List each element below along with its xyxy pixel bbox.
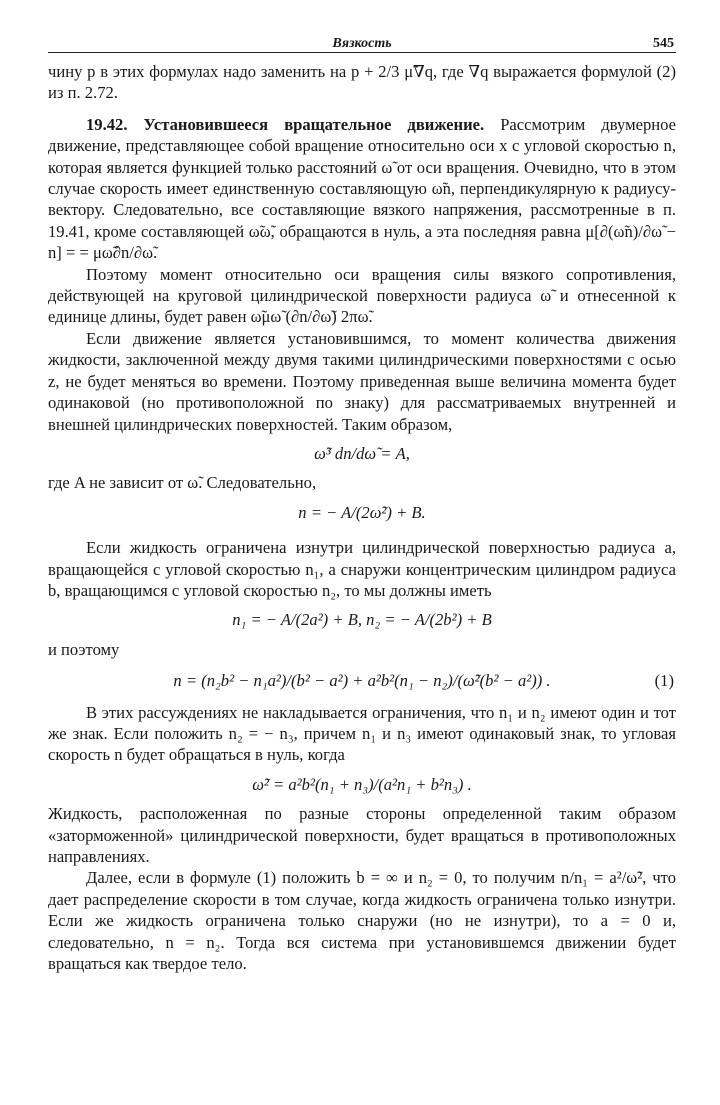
paragraph-sign-restriction: В этих рассуждениях не накладывается ограничения, что n₁ и n₂ имеют один и тот же знак. Если положить n₂ = − n₃, причем n₁ и n₃ имеют одинаковый знак, то угловая скорость n будет обращаться в нуль, когда bbox=[48, 702, 676, 765]
paragraph-a-independent: где A не зависит от ω̃. Следовательно, bbox=[48, 473, 317, 493]
equation-n: n = − A/(2ω̃²) + B. bbox=[298, 502, 426, 522]
equation-moment: ω̃³ dn/dω̃ = A, bbox=[314, 443, 410, 463]
paragraph-section-body: Рассмотрим двумерное движение, представляющее собой вращение относительно оси x с угловой скоростью n, которая является функцией только расстояний ω̃ от оси вращения. Очевидно, что в этом случае скорость имеет единственную составляющую ω̃n, перпендикулярную к радиусу-вектору. Следовательно, все составляющие вязкого напряжения, рассмотренные в п. 19.41, кроме составляющей ω̃ω̃, обращаются в нуль, а эта последняя равна μ[∂(ω̃n)/∂ω̃ − n] = = μω̃∂n/∂ω̃. bbox=[48, 114, 676, 263]
paragraph-viscous-moment: Поэтому момент относительно оси вращения силы вязкого сопротивления, действующей на круговой цилиндрической поверхности радиуса ω̃ и отнесенной к единице длины, будет равен ω̃μω̃ (∂n/∂ω̃) 2πω̃. bbox=[48, 264, 676, 327]
equation-stop-surface: ω̃² = a²b²(n₁ + n₃)/(a²n₁ + b²n₃) . bbox=[252, 774, 472, 794]
equation-1-row bbox=[48, 670, 676, 691]
paragraph-bounded-liquid: Если жидкость ограничена изнутри цилиндрической поверхностью радиуса a, вращающейся с угловой скоростью n₁, а снаружи концентрическим цилиндром радиуса b, вращающимся с угловой скоростью n₂, то мы должны иметь bbox=[48, 538, 676, 600]
section-title: 19.42. Установившееся вращательное движение. bbox=[86, 114, 485, 134]
paragraph-opposite-rotation: Жидкость, расположенная по разные стороны определенной таким образом «заторможенной» цилиндрической поверхности, будет вращаться в противоположных направлениях. bbox=[48, 804, 676, 866]
paragraph-continuation: чину p в этих формулах надо заменить на p + 2/3 μ̃∇q, где ∇q выражается формулой (2) из п. 2.72. bbox=[48, 62, 676, 103]
running-title: Вязкость bbox=[332, 36, 392, 51]
section-paragraph bbox=[48, 114, 676, 264]
equation-1: n = (n₂b² − n₁a²)/(b² − a²) + a²b²(n₁ − n₂)/(ω̃²(b² − a²)) . bbox=[173, 671, 551, 691]
paragraph-limits: Далее, если в формуле (1) положить b = ∞ и n₂ = 0, то получим n/n₁ = a²/ω̃², что дает распределение скорости в том случае, когда жидкость ограничена только изнутри. Если же жидкость ограничена только снаружи (но не изнутри), то a = 0 и, следовательно, n = n₂. Тогда вся система при установившемся движении будет вращаться как твердое тело. bbox=[48, 868, 676, 974]
running-header bbox=[48, 30, 676, 53]
page-number: 545 bbox=[653, 36, 674, 51]
equation-1-tag: (1) bbox=[654, 671, 674, 691]
paragraph-steady-motion: Если движение является установившимся, то момент количества движения жидкости, заключенной между двумя такими цилиндрическими поверхностями с осью z, не будет меняться во времени. Поэтому приведенная выше величина момента будет одинаковой (но противоположной по знаку) для рассматриваемых внутренней и внешней цилиндрических поверхностей. Таким образом, bbox=[48, 328, 676, 434]
equation-boundary: n₁ = − A/(2a²) + B, n₂ = − A/(2b²) + B bbox=[232, 610, 492, 630]
paragraph-therefore: и поэтому bbox=[48, 639, 120, 659]
